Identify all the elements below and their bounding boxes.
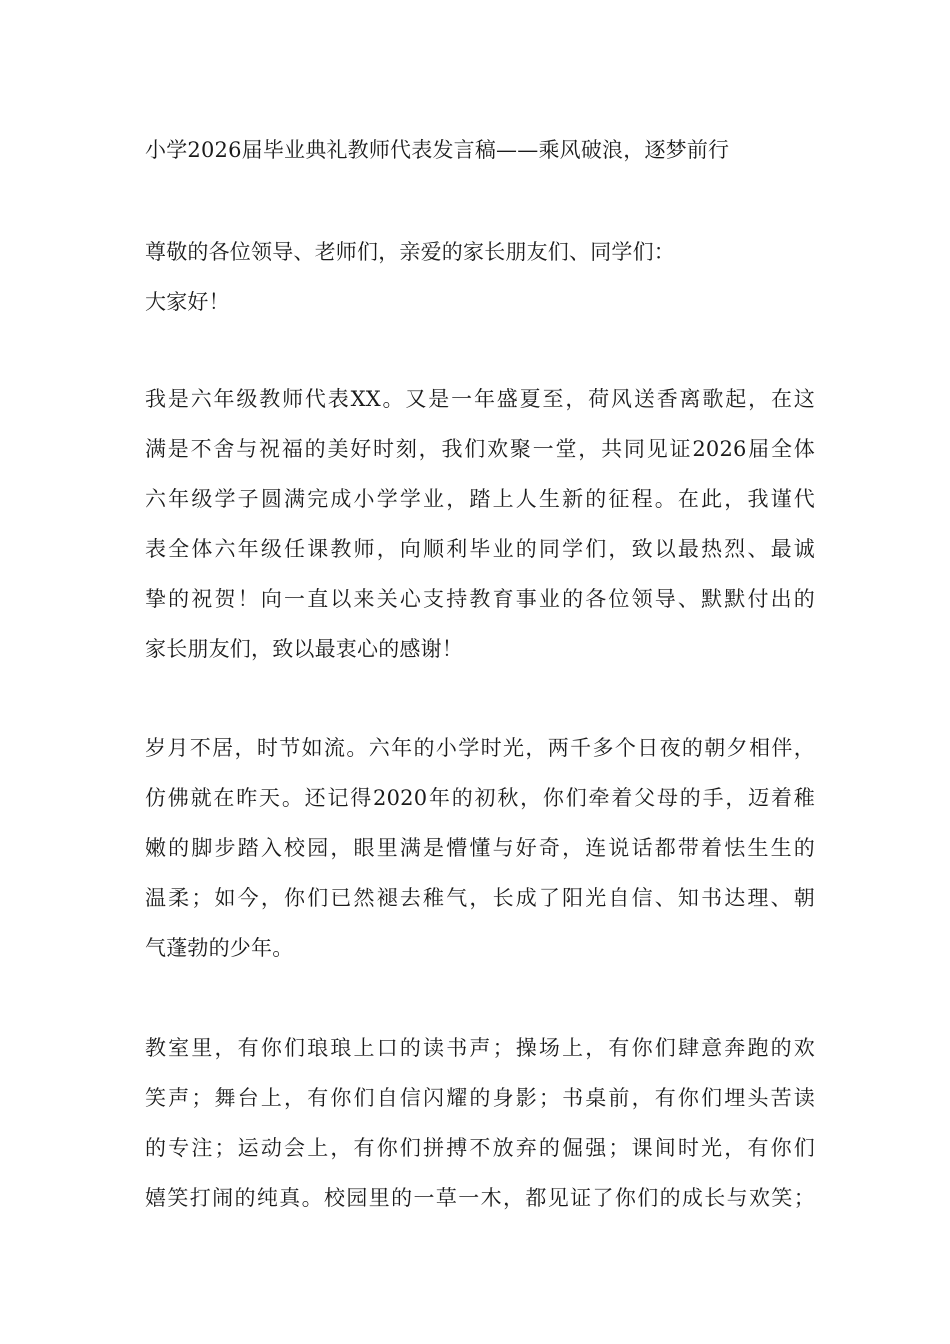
paragraph-line: 笑声；舞台上，有你们自信闪耀的身影；书桌前，有你们埋头苦读 (145, 1086, 815, 1110)
paragraph-line: 的专注；运动会上，有你们拼搏不放弃的倔强；课间时光，有你们 (145, 1136, 815, 1160)
paragraph-line: 教室里，有你们琅琅上口的读书声；操场上，有你们肆意奔跑的欢 (145, 1036, 815, 1060)
paragraph-line: 气蓬勃的少年。 (145, 936, 294, 960)
paragraph-line: 六年级学子圆满完成小学学业，踏上人生新的征程。在此，我谨代 (145, 487, 815, 511)
paragraph-line: 温柔；如今，你们已然褪去稚气，长成了阳光自信、知书达理、朝 (145, 886, 815, 910)
paragraph-line: 嫩的脚步踏入校园，眼里满是懵懂与好奇，连说话都带着怯生生的 (145, 836, 815, 860)
salutation: 尊敬的各位领导、老师们，亲爱的家长朋友们、同学们： (145, 240, 675, 264)
paragraph-line: 挚的祝贺！向一直以来关心支持教育事业的各位领导、默默付出的 (145, 587, 815, 611)
paragraph-line: 满是不舍与祝福的美好时刻，我们欢聚一堂，共同见证2026届全体 (145, 437, 815, 461)
paragraph-line: 表全体六年级任课教师，向顺利毕业的同学们，致以最热烈、最诚 (145, 537, 815, 561)
paragraph-line: 岁月不居，时节如流。六年的小学时光，两千多个日夜的朝夕相伴， (145, 736, 815, 760)
paragraph-line: 家长朋友们，致以最衷心的感谢！ (145, 637, 463, 661)
paragraph-line: 嬉笑打闹的纯真。校园里的一草一木，都见证了你们的成长与欢笑； (145, 1186, 815, 1210)
document-title: 小学2026届毕业典礼教师代表发言稿——乘风破浪，逐梦前行 (145, 138, 730, 162)
paragraph-line: 仿佛就在昨天。还记得2020年的初秋，你们牵着父母的手，迈着稚 (145, 786, 815, 810)
paragraph-line: 我是六年级教师代表XX。又是一年盛夏至，荷风送香离歌起，在这 (145, 387, 815, 411)
greeting: 大家好！ (145, 290, 230, 314)
